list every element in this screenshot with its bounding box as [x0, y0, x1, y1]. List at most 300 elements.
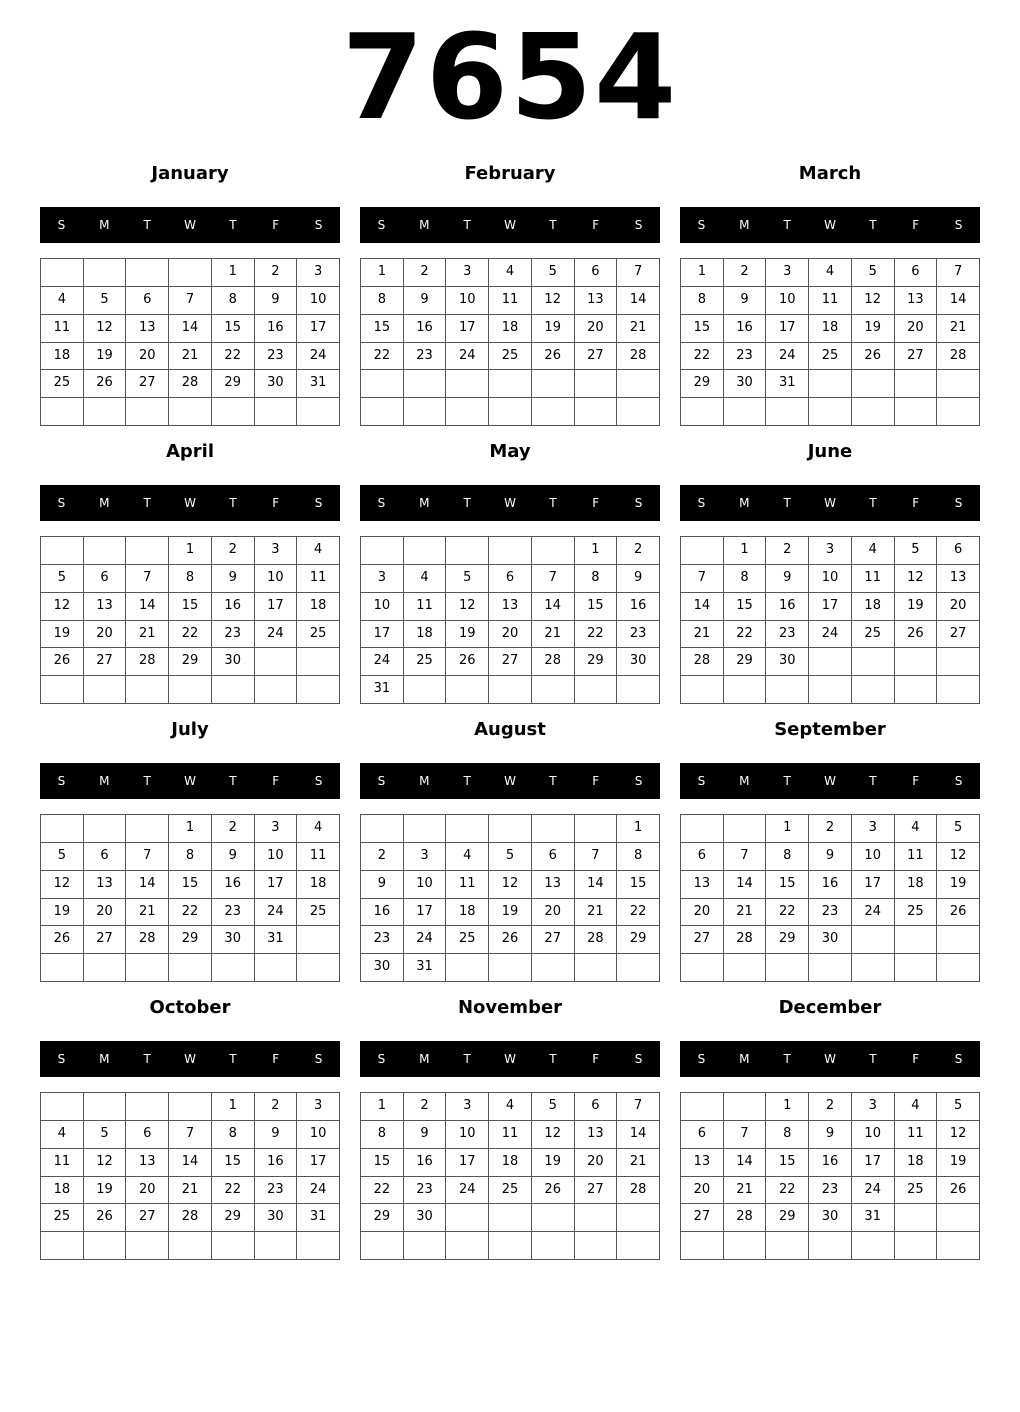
- weekday-label: T: [229, 218, 237, 232]
- day-cell: 14: [126, 593, 169, 621]
- day-cell: 13: [681, 1149, 724, 1177]
- day-cell: [617, 676, 660, 704]
- day-cell: 1: [169, 537, 212, 565]
- weekday-label: F: [912, 218, 920, 232]
- day-cell: [575, 370, 618, 398]
- day-cell: 30: [255, 1204, 298, 1232]
- day-cell: [809, 648, 852, 676]
- day-cell: 8: [361, 287, 404, 315]
- day-cell: 22: [766, 899, 809, 927]
- weekday-label: T: [869, 218, 877, 232]
- month-name: August: [474, 719, 546, 740]
- day-cell: 28: [617, 1177, 660, 1205]
- weekday-label: M: [739, 1052, 750, 1066]
- day-cell: 16: [212, 871, 255, 899]
- weekday-header: [680, 763, 980, 799]
- day-cell: 5: [937, 815, 980, 843]
- day-cell: 17: [446, 315, 489, 343]
- day-cell: 19: [852, 315, 895, 343]
- day-grid: [680, 1092, 980, 1260]
- day-cell: 4: [297, 815, 340, 843]
- day-cell: 11: [41, 315, 84, 343]
- weekday-label: W: [184, 496, 196, 510]
- day-cell: 15: [766, 1149, 809, 1177]
- day-cell: 13: [126, 1149, 169, 1177]
- day-cell: 20: [575, 1149, 618, 1177]
- day-cell: 4: [404, 565, 447, 593]
- day-cell: [212, 676, 255, 704]
- day-cell: 18: [809, 315, 852, 343]
- day-cell: 18: [297, 593, 340, 621]
- day-cell: 14: [617, 1121, 660, 1149]
- day-cell: [126, 954, 169, 982]
- day-cell: 6: [575, 1093, 618, 1121]
- day-cell: 25: [809, 343, 852, 371]
- day-cell: 30: [809, 1204, 852, 1232]
- day-cell: 6: [937, 537, 980, 565]
- day-cell: [446, 676, 489, 704]
- weekday-label: S: [377, 1052, 386, 1066]
- day-cell: 25: [41, 1204, 84, 1232]
- day-cell: [895, 676, 938, 704]
- day-cell: 30: [212, 648, 255, 676]
- day-cell: [852, 954, 895, 982]
- day-cell: 17: [297, 315, 340, 343]
- day-cell: [617, 1204, 660, 1232]
- day-cell: [766, 676, 809, 704]
- day-cell: 19: [41, 621, 84, 649]
- day-cell: 4: [297, 537, 340, 565]
- day-cell: [41, 537, 84, 565]
- day-cell: 22: [169, 899, 212, 927]
- weekday-label: W: [504, 496, 516, 510]
- day-cell: [575, 1204, 618, 1232]
- weekday-label: M: [99, 1052, 110, 1066]
- day-cell: 12: [446, 593, 489, 621]
- day-cell: 14: [937, 287, 980, 315]
- weekday-label: M: [419, 774, 430, 788]
- day-cell: 5: [489, 843, 532, 871]
- day-cell: 26: [532, 343, 575, 371]
- day-cell: [937, 1204, 980, 1232]
- day-grid: [360, 814, 660, 982]
- day-cell: 21: [617, 1149, 660, 1177]
- day-cell: 6: [532, 843, 575, 871]
- day-cell: [84, 1232, 127, 1260]
- day-cell: [532, 537, 575, 565]
- day-cell: 4: [489, 259, 532, 287]
- day-cell: [255, 676, 298, 704]
- day-cell: 3: [297, 1093, 340, 1121]
- day-grid: [360, 1092, 660, 1260]
- day-cell: 3: [446, 259, 489, 287]
- weekday-label: S: [57, 774, 66, 788]
- day-cell: 23: [255, 1177, 298, 1205]
- day-cell: 11: [489, 287, 532, 315]
- day-cell: [937, 676, 980, 704]
- day-cell: 9: [255, 1121, 298, 1149]
- weekday-label: W: [824, 774, 836, 788]
- day-cell: 31: [297, 1204, 340, 1232]
- day-cell: 11: [809, 287, 852, 315]
- month-name: September: [774, 719, 886, 740]
- day-cell: 30: [212, 926, 255, 954]
- day-cell: 15: [169, 871, 212, 899]
- weekday-label: S: [634, 218, 643, 232]
- day-cell: [84, 676, 127, 704]
- weekday-label: T: [463, 218, 471, 232]
- day-cell: 28: [169, 370, 212, 398]
- day-cell: 21: [126, 621, 169, 649]
- weekday-label: S: [57, 218, 66, 232]
- day-cell: 18: [446, 899, 489, 927]
- day-cell: 3: [809, 537, 852, 565]
- day-cell: 5: [41, 565, 84, 593]
- day-cell: 15: [575, 593, 618, 621]
- month-name: June: [807, 441, 853, 462]
- day-cell: 4: [809, 259, 852, 287]
- day-cell: 17: [809, 593, 852, 621]
- day-cell: 20: [895, 315, 938, 343]
- weekday-label: S: [377, 218, 386, 232]
- day-cell: 15: [361, 315, 404, 343]
- day-cell: 10: [852, 843, 895, 871]
- day-cell: 16: [724, 315, 767, 343]
- day-cell: [532, 370, 575, 398]
- day-cell: 8: [766, 1121, 809, 1149]
- weekday-label: T: [143, 496, 151, 510]
- day-cell: 26: [937, 899, 980, 927]
- day-cell: 13: [84, 593, 127, 621]
- day-cell: 4: [446, 843, 489, 871]
- day-cell: 28: [937, 343, 980, 371]
- day-cell: 3: [766, 259, 809, 287]
- day-cell: [809, 676, 852, 704]
- day-cell: 15: [212, 315, 255, 343]
- day-cell: [489, 954, 532, 982]
- day-cell: 13: [489, 593, 532, 621]
- day-cell: 22: [766, 1177, 809, 1205]
- day-cell: 3: [852, 815, 895, 843]
- day-cell: [895, 648, 938, 676]
- day-cell: 25: [852, 621, 895, 649]
- day-cell: 29: [681, 370, 724, 398]
- day-cell: 30: [361, 954, 404, 982]
- day-cell: 24: [255, 899, 298, 927]
- weekday-label: T: [229, 1052, 237, 1066]
- day-cell: 30: [617, 648, 660, 676]
- day-cell: 29: [766, 1204, 809, 1232]
- day-cell: [489, 815, 532, 843]
- day-cell: 24: [852, 899, 895, 927]
- month-name: April: [165, 441, 215, 462]
- day-cell: 24: [446, 1177, 489, 1205]
- day-cell: 17: [852, 871, 895, 899]
- day-cell: 30: [404, 1204, 447, 1232]
- day-cell: 19: [532, 315, 575, 343]
- day-cell: 12: [937, 843, 980, 871]
- day-cell: [255, 398, 298, 426]
- day-cell: 16: [404, 315, 447, 343]
- day-cell: 29: [724, 648, 767, 676]
- day-cell: 28: [617, 343, 660, 371]
- weekday-label: M: [739, 774, 750, 788]
- weekday-label: F: [592, 1052, 600, 1066]
- day-cell: 4: [895, 815, 938, 843]
- weekday-header: [360, 207, 660, 243]
- day-cell: 8: [169, 843, 212, 871]
- day-cell: 15: [617, 871, 660, 899]
- day-cell: 1: [681, 259, 724, 287]
- weekday-label: T: [463, 1052, 471, 1066]
- day-cell: [489, 370, 532, 398]
- day-cell: [404, 676, 447, 704]
- day-cell: 4: [852, 537, 895, 565]
- day-cell: 18: [852, 593, 895, 621]
- weekday-label: T: [549, 774, 557, 788]
- day-cell: [84, 398, 127, 426]
- day-cell: 2: [255, 259, 298, 287]
- weekday-label: W: [824, 218, 836, 232]
- day-cell: 9: [766, 565, 809, 593]
- day-cell: [681, 537, 724, 565]
- day-cell: 12: [84, 315, 127, 343]
- day-cell: 29: [617, 926, 660, 954]
- day-cell: [489, 398, 532, 426]
- day-cell: 20: [84, 899, 127, 927]
- day-cell: 22: [575, 621, 618, 649]
- day-cell: [852, 398, 895, 426]
- day-cell: 23: [404, 343, 447, 371]
- day-cell: 17: [361, 621, 404, 649]
- weekday-label: M: [99, 496, 110, 510]
- day-cell: 12: [84, 1149, 127, 1177]
- day-cell: 13: [681, 871, 724, 899]
- day-cell: 4: [895, 1093, 938, 1121]
- day-cell: 8: [169, 565, 212, 593]
- day-cell: 16: [255, 315, 298, 343]
- day-cell: 25: [895, 899, 938, 927]
- day-cell: 20: [575, 315, 618, 343]
- day-cell: 25: [41, 370, 84, 398]
- day-cell: 7: [575, 843, 618, 871]
- day-cell: 11: [297, 843, 340, 871]
- day-grid: [360, 258, 660, 426]
- day-cell: 28: [532, 648, 575, 676]
- day-cell: 13: [895, 287, 938, 315]
- weekday-label: T: [869, 774, 877, 788]
- day-cell: [41, 259, 84, 287]
- day-cell: 1: [724, 537, 767, 565]
- day-cell: 21: [724, 1177, 767, 1205]
- day-cell: 26: [532, 1177, 575, 1205]
- day-cell: 26: [84, 370, 127, 398]
- day-cell: 27: [575, 1177, 618, 1205]
- day-cell: [126, 1232, 169, 1260]
- day-cell: [126, 1093, 169, 1121]
- day-grid: [40, 258, 340, 426]
- day-cell: 31: [766, 370, 809, 398]
- day-cell: 15: [724, 593, 767, 621]
- day-cell: 6: [575, 259, 618, 287]
- day-cell: 14: [169, 1149, 212, 1177]
- day-cell: [489, 1232, 532, 1260]
- day-cell: 27: [532, 926, 575, 954]
- day-cell: 30: [809, 926, 852, 954]
- weekday-label: T: [463, 496, 471, 510]
- weekday-label: W: [504, 1052, 516, 1066]
- day-cell: [724, 1093, 767, 1121]
- day-cell: 27: [489, 648, 532, 676]
- day-cell: [126, 537, 169, 565]
- day-cell: 11: [489, 1121, 532, 1149]
- day-cell: [681, 815, 724, 843]
- day-cell: [852, 926, 895, 954]
- day-cell: [297, 926, 340, 954]
- weekday-label: S: [697, 774, 706, 788]
- day-cell: 3: [852, 1093, 895, 1121]
- day-cell: 15: [169, 593, 212, 621]
- day-cell: 18: [41, 343, 84, 371]
- day-cell: 10: [255, 565, 298, 593]
- day-cell: 24: [361, 648, 404, 676]
- day-cell: [126, 259, 169, 287]
- weekday-label: S: [57, 496, 66, 510]
- day-cell: [212, 1232, 255, 1260]
- weekday-label: T: [869, 1052, 877, 1066]
- day-cell: [169, 1093, 212, 1121]
- weekday-label: S: [57, 1052, 66, 1066]
- day-cell: 5: [532, 1093, 575, 1121]
- day-cell: 2: [212, 537, 255, 565]
- day-cell: 4: [489, 1093, 532, 1121]
- day-cell: [681, 954, 724, 982]
- day-cell: [575, 676, 618, 704]
- day-cell: [895, 926, 938, 954]
- day-cell: 9: [404, 287, 447, 315]
- day-cell: 10: [446, 1121, 489, 1149]
- day-cell: 7: [937, 259, 980, 287]
- day-cell: 24: [404, 926, 447, 954]
- day-cell: 29: [169, 926, 212, 954]
- day-cell: 21: [575, 899, 618, 927]
- day-cell: 3: [404, 843, 447, 871]
- day-cell: 20: [532, 899, 575, 927]
- day-cell: 7: [169, 1121, 212, 1149]
- day-cell: [169, 954, 212, 982]
- weekday-label: F: [592, 496, 600, 510]
- day-cell: 11: [895, 1121, 938, 1149]
- day-cell: [766, 1232, 809, 1260]
- day-cell: 8: [681, 287, 724, 315]
- month-name: May: [489, 441, 531, 462]
- weekday-label: S: [954, 496, 963, 510]
- day-cell: 6: [84, 843, 127, 871]
- day-cell: 23: [361, 926, 404, 954]
- day-cell: [297, 648, 340, 676]
- day-cell: [532, 676, 575, 704]
- day-cell: [575, 1232, 618, 1260]
- day-cell: [617, 370, 660, 398]
- day-cell: 10: [297, 287, 340, 315]
- day-cell: 6: [126, 287, 169, 315]
- weekday-label: F: [912, 1052, 920, 1066]
- day-cell: [212, 954, 255, 982]
- weekday-label: T: [869, 496, 877, 510]
- day-cell: 22: [617, 899, 660, 927]
- day-cell: 10: [809, 565, 852, 593]
- day-cell: 16: [212, 593, 255, 621]
- day-cell: 17: [255, 593, 298, 621]
- day-cell: 3: [255, 537, 298, 565]
- day-cell: 17: [255, 871, 298, 899]
- day-cell: 23: [809, 1177, 852, 1205]
- day-cell: 11: [895, 843, 938, 871]
- weekday-label: T: [463, 774, 471, 788]
- weekday-label: S: [377, 774, 386, 788]
- weekday-label: S: [954, 1052, 963, 1066]
- day-cell: 14: [126, 871, 169, 899]
- day-cell: [446, 815, 489, 843]
- day-grid: [360, 536, 660, 704]
- day-cell: 7: [724, 843, 767, 871]
- day-cell: 12: [895, 565, 938, 593]
- weekday-header: [40, 485, 340, 521]
- day-cell: 9: [361, 871, 404, 899]
- day-cell: 23: [212, 621, 255, 649]
- day-cell: 14: [617, 287, 660, 315]
- month-name: January: [151, 163, 229, 184]
- day-cell: [255, 648, 298, 676]
- day-cell: [937, 954, 980, 982]
- day-cell: 10: [404, 871, 447, 899]
- weekday-label: W: [184, 774, 196, 788]
- weekday-label: F: [912, 496, 920, 510]
- day-cell: 18: [895, 871, 938, 899]
- day-cell: 27: [681, 926, 724, 954]
- day-cell: [489, 537, 532, 565]
- day-cell: 23: [617, 621, 660, 649]
- day-cell: [937, 398, 980, 426]
- day-cell: 15: [361, 1149, 404, 1177]
- day-cell: 5: [446, 565, 489, 593]
- day-cell: [724, 954, 767, 982]
- day-cell: 13: [126, 315, 169, 343]
- day-cell: 10: [766, 287, 809, 315]
- day-cell: [681, 1232, 724, 1260]
- day-cell: [724, 398, 767, 426]
- day-cell: 13: [575, 1121, 618, 1149]
- day-cell: 25: [446, 926, 489, 954]
- day-cell: 16: [404, 1149, 447, 1177]
- day-cell: 16: [809, 871, 852, 899]
- weekday-label: T: [229, 496, 237, 510]
- day-cell: [297, 398, 340, 426]
- day-cell: 21: [681, 621, 724, 649]
- day-cell: 18: [297, 871, 340, 899]
- day-cell: 27: [937, 621, 980, 649]
- day-cell: 23: [766, 621, 809, 649]
- month-name: February: [464, 163, 556, 184]
- day-cell: 1: [361, 259, 404, 287]
- weekday-label: T: [549, 218, 557, 232]
- day-cell: 25: [489, 1177, 532, 1205]
- day-cell: 19: [937, 871, 980, 899]
- day-cell: 7: [724, 1121, 767, 1149]
- day-cell: 17: [404, 899, 447, 927]
- day-cell: 27: [84, 648, 127, 676]
- weekday-label: M: [419, 218, 430, 232]
